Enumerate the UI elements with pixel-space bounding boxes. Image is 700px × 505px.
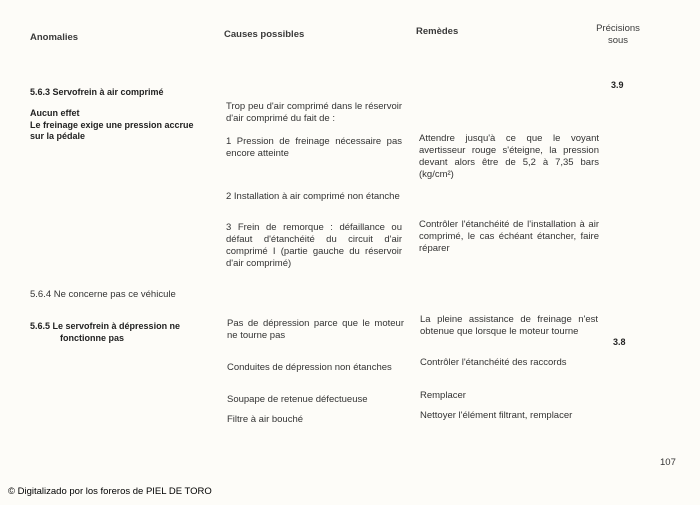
section-565-title [30, 320, 180, 344]
anomaly-line: Aucun effet [30, 108, 80, 118]
section-565-remedy-4: Nettoyer l'élément filtrant, remplacer [420, 410, 573, 421]
section-563-anomaly [30, 108, 194, 143]
header-precisions [586, 23, 650, 47]
copyright-footer: © Digitalizado por los foreros de PIEL DE TORO [8, 486, 212, 497]
section-565-cause-2: Conduites de dépression non étanches [227, 362, 392, 373]
section-563-remedy-23: Contrôler l'étanchéité de l'installation à air comprimé, le cas échéant étancher, faire réparer [419, 219, 599, 254]
section-565-title-line2: fonctionne pas [60, 333, 125, 343]
section-565-title-line1: 5.6.5 Le servofrein à dépression ne [30, 321, 181, 331]
anomaly-line: Le freinage exige une pression accrue [30, 119, 194, 130]
section-563-title: 5.6.3 Servofrein à air comprimé [30, 87, 164, 97]
section-563-cause-2: 2 Installation à air comprimé non étanche [226, 191, 400, 202]
section-563-cause-intro: Trop peu d'air comprimé dans le réservoir d'air comprimé du fait de : [226, 101, 402, 124]
section-565-remedy-1: La pleine assistance de freinage n'est obtenue que lorsque le moteur tourne [420, 314, 598, 337]
section-565-cause-3: Soupape de retenue défectueuse [227, 394, 368, 405]
section-565-remedy-3: Remplacer [420, 390, 466, 401]
section-565-remedy-2: Contrôler l'étanchéité des raccords [420, 357, 567, 368]
section-564-title: 5.6.4 Ne concerne pas ce véhicule [30, 289, 176, 300]
section-565-ref: 3.8 [613, 337, 626, 347]
header-precisions-line2: sous [607, 35, 629, 46]
header-anomalies: Anomalies [30, 32, 79, 43]
section-563-cause-3: 3 Frein de remorque : défaillance ou défaut d'étanchéité du circuit d'air comprimé I (partie gauche du réservoir d'air comprimé) [226, 222, 402, 269]
anomaly-line: sur la pédale [30, 131, 86, 141]
section-563-remedy-1: Attendre jusqu'à ce que le voyant avertisseur rouge s'éteigne, la pression devant alors être de 5,2 à 7,35 bars (kg/cm²) [419, 133, 599, 180]
section-565-cause-4: Filtre à air bouché [227, 414, 304, 425]
section-563-ref: 3.9 [611, 80, 624, 90]
section-563-cause-1: 1 Pression de freinage nécessaire pas encore atteinte [226, 136, 402, 159]
header-remedes: Remèdes [416, 26, 459, 37]
page-number: 107 [660, 457, 676, 468]
section-565-cause-1: Pas de dépression parce que le moteur ne tourne pas [227, 318, 404, 341]
header-causes: Causes possibles [224, 29, 305, 40]
header-precisions-line1: Précisions [596, 23, 640, 34]
